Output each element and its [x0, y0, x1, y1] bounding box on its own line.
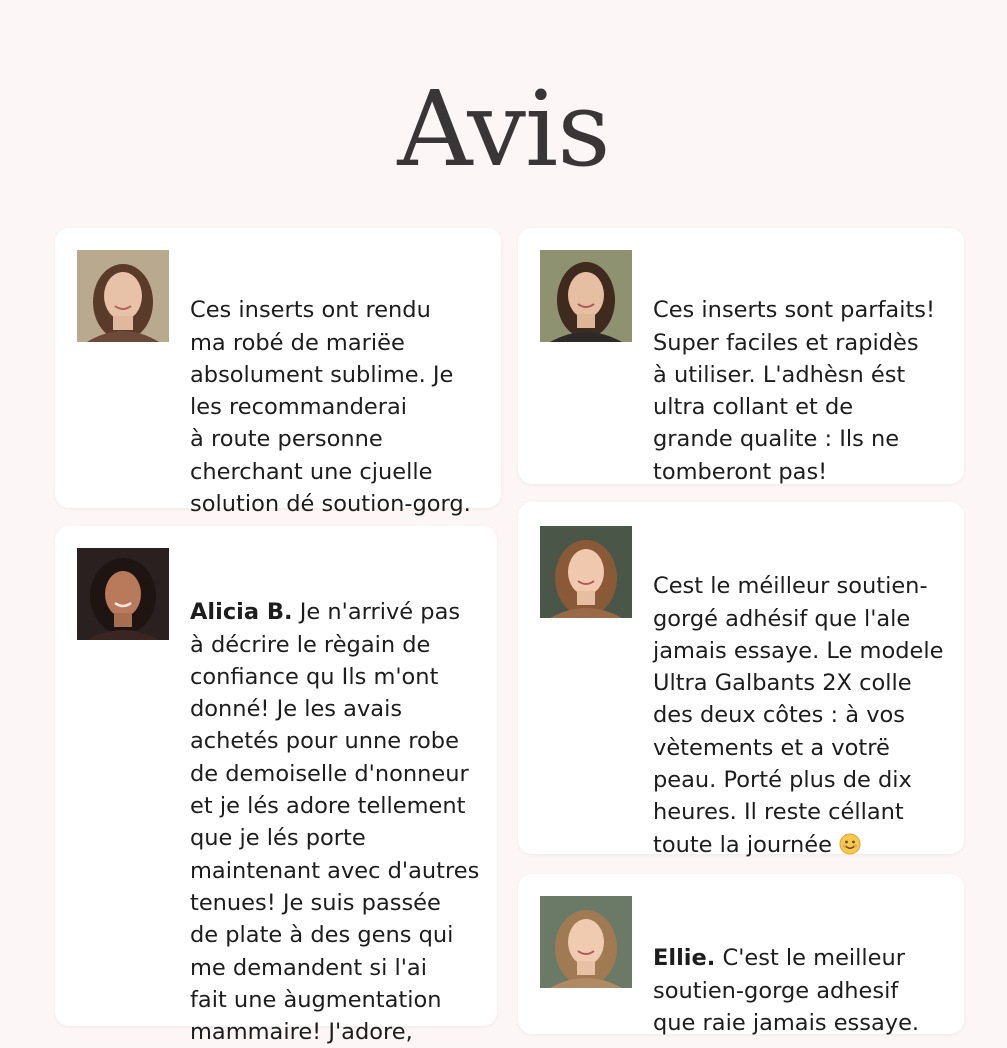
review-body: Ces inserts ont rendu ma robé de mariëe absolument sublime. Je les recommanderai à route personne cherchant une cjuelle solution dé soution-gorg.	[190, 297, 471, 518]
review-card	[518, 874, 964, 1034]
page-title: Avis	[397, 68, 610, 190]
avatar	[540, 526, 632, 618]
review-text	[653, 262, 958, 488]
smiling-face-emoji-icon	[839, 833, 861, 855]
avatar	[540, 250, 632, 342]
review-card	[55, 526, 497, 1046]
review-card	[518, 228, 964, 484]
review-text	[653, 910, 958, 1039]
review-card	[55, 228, 501, 518]
review-author: Alicia B.	[190, 599, 293, 626]
review-body: Ces inserts sont parfaits! Super faciles et rapidès à utiliser. L'adhèsn ést ultra collant et de grande qualite : Ils ne tomberont pas!	[653, 297, 936, 485]
avatar	[77, 250, 169, 342]
review-text	[653, 538, 958, 861]
avatar	[540, 896, 632, 988]
review-author: Ellie.	[653, 945, 716, 972]
review-text	[190, 262, 490, 520]
avatar	[77, 548, 169, 640]
review-text	[190, 564, 490, 1048]
review-card	[518, 502, 964, 858]
review-body: Je n'arrivé pas à décrire le règain de confiance qu Ils m'ont donné! Je les avais achetés pour unne robe de demoiselle d'nonneur et je lés adore tellement que je lés porte maintenant avec d'autres tenues! Je suis passée de plate à des gens qui me demandent si l'ai fait une àugmentation mammaire! J'adore,	[190, 599, 480, 1046]
review-body: Cest le méilleur soutien- gorgé adhésif que l'ale jamais essaye. Le modele Ultra Galbants 2X colle des deux côtes : à vos vètements et a votrë peau. Porté plus de dix heures. Il reste céllant toute la journée	[653, 573, 944, 858]
review-body: C'est le meilleur soutien-gorge adhesif que raie jamais essaye.	[653, 945, 920, 1036]
